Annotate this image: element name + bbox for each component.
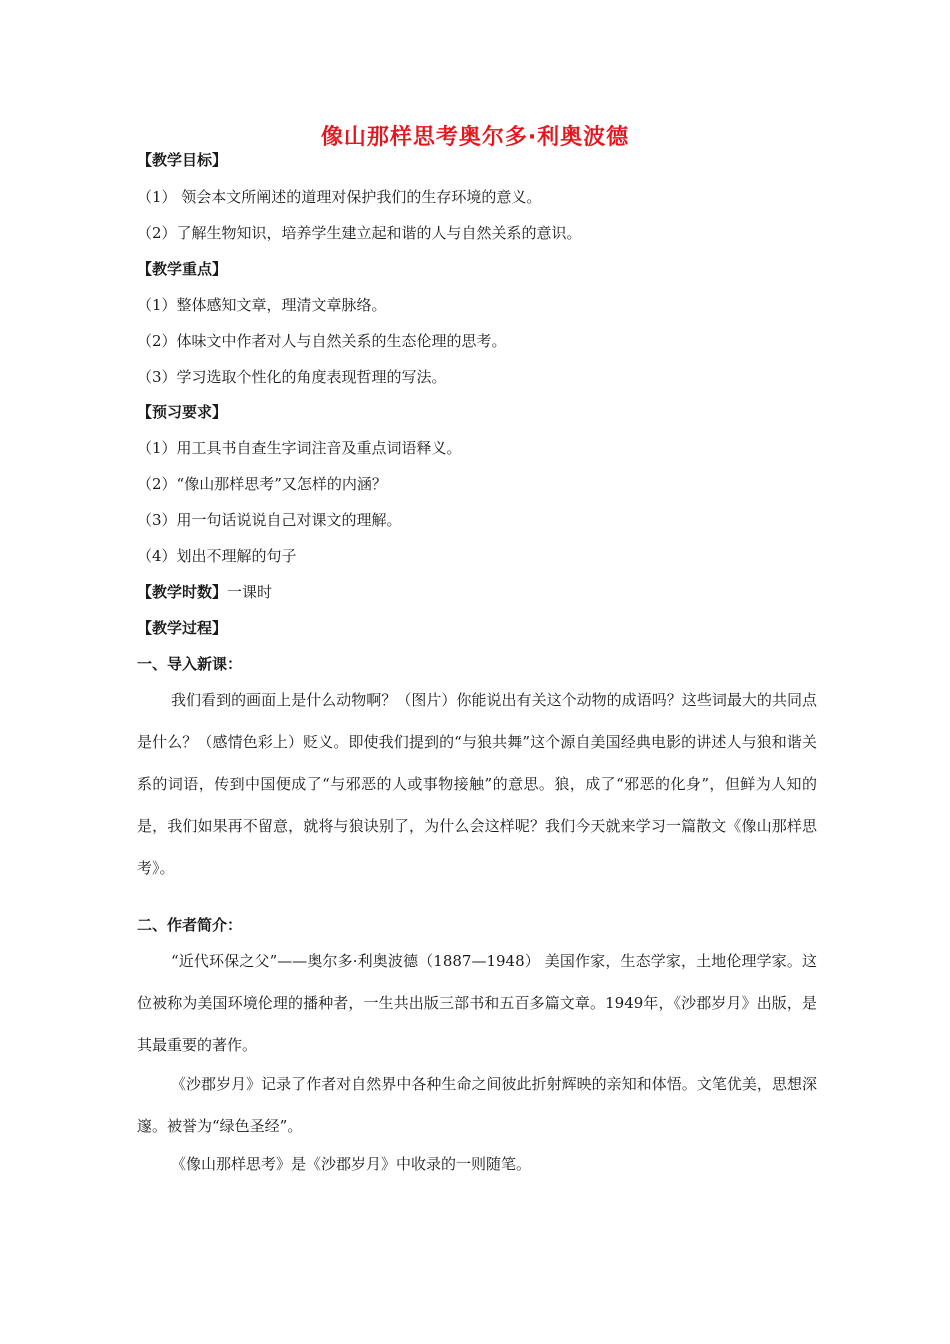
document-title: 像山那样思考奥尔多·利奥波德	[320, 125, 630, 150]
section2-heading: 二、作者简介：	[137, 916, 243, 934]
focus-item-1: （1）整体感知文章，理清文章脉络。	[137, 296, 387, 314]
preview-item-1: （1）用工具书自查生字词注音及重点词语释义。	[137, 439, 462, 457]
hours-line	[137, 582, 272, 602]
preview-item-4: （4）划出不理解的句子	[137, 547, 297, 565]
section2-paragraph-3: 《像山那样思考》是《沙郡岁月》中收录的一则随笔。	[171, 1155, 532, 1173]
hours-heading: 【教学时数】	[137, 583, 228, 601]
focus-item-2: （2）体味文中作者对人与自然关系的生态伦理的思考。	[137, 332, 507, 350]
section2-paragraph-1: “近代环保之父”——奥尔多·利奥波德（1887—1948） 美国作家，生态学家，土地伦理学家。这位被称为美国环境伦理的播种者，一生共出版三部书和五百多篇文章。1949年，《沙郡岁月》出版，是其最重要的著作。	[137, 952, 817, 1054]
section2-paragraph-2: 《沙郡岁月》记录了作者对自然界中各种生命之间彼此折射辉映的亲知和体悟。文笔优美，思想深邃。被誉为“绿色圣经”。	[137, 1075, 817, 1135]
preview-item-3: （3）用一句话说说自己对课文的理解。	[137, 511, 402, 529]
preview-item-2: （2）“像山那样思考”又怎样的内涵？	[137, 475, 387, 493]
focus-heading: 【教学重点】	[137, 260, 228, 278]
section1-heading: 一、导入新课：	[137, 655, 243, 673]
section1-paragraph: 我们看到的画面上是什么动物啊？（图片）你能说出有关这个动物的成语吗？这些词最大的共同点是什么？（感情色彩上）贬义。即使我们提到的“与狼共舞”这个源自美国经典电影的讲述人与狼和谐关系的词语，传到中国便成了“与邪恶的人或事物接触”的意思。狼，成了“邪恶的化身”，但鲜为人知的是，我们如果再不留意，就将与狼诀别了，为什么会这样呢？我们今天就来学习一篇散文《像山那样思考》。	[137, 691, 817, 877]
focus-item-3: （3）学习选取个性化的角度表现哲理的写法。	[137, 368, 447, 386]
hours-value: 一课时	[227, 583, 273, 601]
goals-heading: 【教学目标】	[137, 151, 228, 169]
goals-item-2: （2）了解生物知识，培养学生建立起和谐的人与自然关系的意识。	[137, 224, 582, 242]
process-heading: 【教学过程】	[137, 619, 228, 637]
preview-heading: 【预习要求】	[137, 403, 228, 421]
goals-item-1: （1） 领会本文所阐述的道理对保护我们的生存环境的意义。	[137, 188, 542, 206]
